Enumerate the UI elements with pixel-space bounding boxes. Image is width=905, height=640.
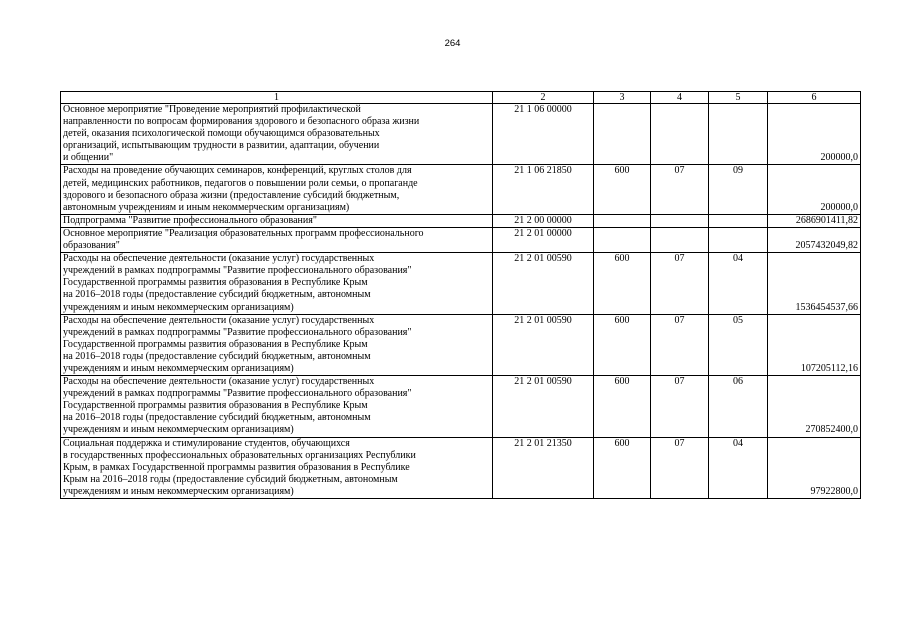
table-row — [61, 376, 861, 437]
amount-cell: 1536454537,66 — [768, 253, 861, 314]
row-name-cell: Расходы на проведение обучающих семинаров, конференций, круглых столов для детей, медицинских работников, педагогов о повышении роли семьи, о пропаганде здорового и безопасного образа жизни (предоставление субсидий бюджетным, автономным учреждениям и иным некоммерческим организациям) — [61, 165, 493, 214]
subsection-cell: 06 — [709, 376, 768, 437]
amount-cell: 2686901411,82 — [768, 214, 861, 227]
row-name-cell: Социальная поддержка и стимулирование студентов, обучающихся в государственных профессиональных образовательных организациях Республики Крым, в рамках Государственной программы развития образования в Республике Крым на 2016–2018 годы (предоставление субсидий бюджетным, автономным учреждениям и иным некоммерческим организациям) — [61, 437, 493, 498]
table-row — [61, 314, 861, 375]
section-cell: 07 — [651, 253, 709, 314]
expense-type-cell — [594, 214, 651, 227]
column-header: 2 — [493, 92, 594, 104]
section-cell — [651, 227, 709, 252]
amount-cell: 200000,0 — [768, 165, 861, 214]
expense-type-cell: 600 — [594, 437, 651, 498]
table-row — [61, 214, 861, 227]
section-cell: 07 — [651, 437, 709, 498]
column-header: 3 — [594, 92, 651, 104]
subsection-cell: 09 — [709, 165, 768, 214]
classification-code-cell: 21 2 01 00000 — [493, 227, 594, 252]
row-name-cell: Расходы на обеспечение деятельности (оказание услуг) государственных учреждений в рамках подпрограммы "Развитие профессионального образования" Государственной программы развития образования в Республике Крым на 2016–2018 годы (предоставление субсидий бюджетным, автономным учреждениям и иным некоммерческим организациям) — [61, 253, 493, 314]
row-name-cell: Подпрограмма "Развитие профессионального образования" — [61, 214, 493, 227]
expense-type-cell: 600 — [594, 314, 651, 375]
subsection-cell — [709, 214, 768, 227]
classification-code-cell: 21 2 01 00590 — [493, 253, 594, 314]
row-name-cell: Основное мероприятие "Реализация образовательных программ профессионального образования" — [61, 227, 493, 252]
subsection-cell: 04 — [709, 437, 768, 498]
table-row — [61, 253, 861, 314]
classification-code-cell: 21 1 06 21850 — [493, 165, 594, 214]
amount-cell: 97922800,0 — [768, 437, 861, 498]
row-name-cell: Расходы на обеспечение деятельности (оказание услуг) государственных учреждений в рамках подпрограммы "Развитие профессионального образования" Государственной программы развития образования в Республике Крым на 2016–2018 годы (предоставление субсидий бюджетным, автономным учреждениям и иным некоммерческим организациям) — [61, 314, 493, 375]
column-header: 1 — [61, 92, 493, 104]
table-row — [61, 165, 861, 214]
section-cell — [651, 104, 709, 165]
section-cell: 07 — [651, 376, 709, 437]
table-row — [61, 227, 861, 252]
section-cell — [651, 214, 709, 227]
amount-cell: 200000,0 — [768, 104, 861, 165]
table-row — [61, 437, 861, 498]
table-row — [61, 104, 861, 165]
expense-type-cell: 600 — [594, 165, 651, 214]
budget-table — [60, 91, 861, 499]
section-cell: 07 — [651, 165, 709, 214]
section-cell: 07 — [651, 314, 709, 375]
column-header: 4 — [651, 92, 709, 104]
expense-type-cell: 600 — [594, 376, 651, 437]
classification-code-cell: 21 1 06 00000 — [493, 104, 594, 165]
amount-cell: 107205112,16 — [768, 314, 861, 375]
row-name-cell: Основное мероприятие "Проведение мероприятий профилактической направленности по вопросам формирования здорового и безопасного образа жизни детей, оказания психологической помощи обучающимся образовательных организаций, испытывающим трудности в развитии, адаптации, обучении и общении" — [61, 104, 493, 165]
expense-type-cell — [594, 227, 651, 252]
table-header-row — [61, 92, 861, 104]
classification-code-cell: 21 2 01 00590 — [493, 314, 594, 375]
column-header: 6 — [768, 92, 861, 104]
subsection-cell: 04 — [709, 253, 768, 314]
row-name-cell: Расходы на обеспечение деятельности (оказание услуг) государственных учреждений в рамках подпрограммы "Развитие профессионального образования" Государственной программы развития образования в Республике Крым на 2016–2018 годы (предоставление субсидий бюджетным, автономным учреждениям и иным некоммерческим организациям) — [61, 376, 493, 437]
amount-cell: 270852400,0 — [768, 376, 861, 437]
column-header: 5 — [709, 92, 768, 104]
subsection-cell: 05 — [709, 314, 768, 375]
amount-cell: 2057432049,82 — [768, 227, 861, 252]
classification-code-cell: 21 2 01 21350 — [493, 437, 594, 498]
expense-type-cell — [594, 104, 651, 165]
page-number: 264 — [444, 38, 461, 49]
expense-type-cell: 600 — [594, 253, 651, 314]
subsection-cell — [709, 227, 768, 252]
classification-code-cell: 21 2 00 00000 — [493, 214, 594, 227]
classification-code-cell: 21 2 01 00590 — [493, 376, 594, 437]
subsection-cell — [709, 104, 768, 165]
